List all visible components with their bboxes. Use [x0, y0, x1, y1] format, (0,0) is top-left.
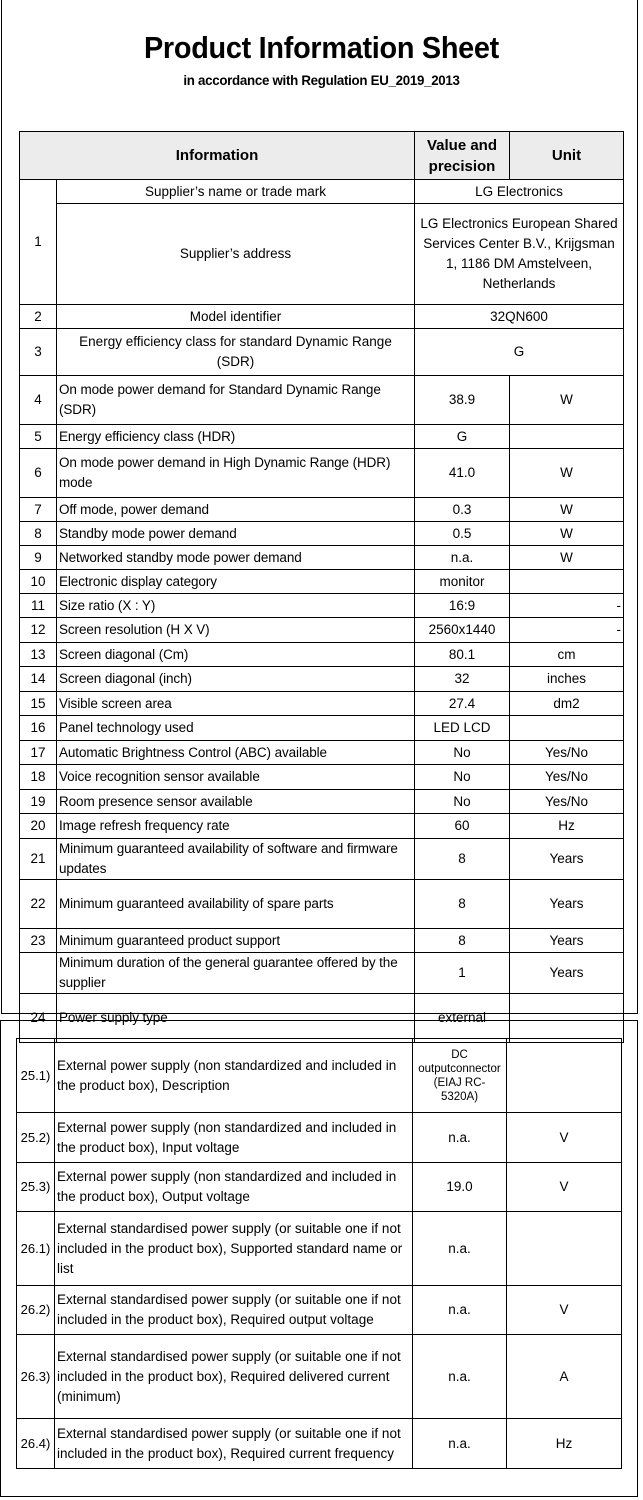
row-number: 23 — [20, 929, 57, 953]
row-label: Minimum duration of the general guarantee offered by the supplier — [57, 953, 415, 994]
row-unit: Yes/No — [510, 790, 624, 814]
table-row-supplier-name — [20, 180, 624, 204]
row-number: 26.3) — [17, 1335, 55, 1419]
row-number: 25.2) — [17, 1113, 55, 1163]
row-number: 25.1) — [17, 1039, 55, 1113]
row-value: n.a. — [413, 1113, 507, 1163]
table-row — [17, 1286, 622, 1335]
row-label: Panel technology used — [57, 716, 415, 741]
table-row — [20, 880, 624, 929]
row-label: Automatic Brightness Control (ABC) available — [57, 741, 415, 765]
row-value: 19.0 — [413, 1163, 507, 1212]
row-number: 9 — [20, 546, 57, 570]
row-number: 2 — [20, 305, 57, 329]
row-label: External standardised power supply (or suitable one if not included in the product box), Supported standard name or list — [55, 1212, 413, 1286]
row-number: 8 — [20, 522, 57, 546]
row-number: 10 — [20, 570, 57, 594]
row-value: n.a. — [415, 546, 510, 570]
table-row — [20, 716, 624, 741]
row-unit: - — [510, 618, 624, 643]
row-value: 41.0 — [415, 449, 510, 498]
row-value: No — [415, 765, 510, 790]
table-row — [17, 1113, 622, 1163]
row-number: 13 — [20, 643, 57, 667]
row-number: 4 — [20, 376, 57, 425]
row-label: Power supply type — [57, 994, 415, 1043]
table-row — [20, 692, 624, 716]
table-row — [20, 839, 624, 880]
row-number: 1 — [20, 180, 57, 305]
table-row — [20, 814, 624, 839]
table-row-energy-sdr — [20, 329, 624, 376]
table-row — [20, 790, 624, 814]
row-label: Networked standby mode power demand — [57, 546, 415, 570]
row-value: external — [415, 994, 510, 1043]
table-row — [17, 1039, 622, 1113]
row-unit — [510, 994, 624, 1043]
table-row — [20, 498, 624, 522]
row-unit: inches — [510, 667, 624, 692]
row-value: No — [415, 741, 510, 765]
row-number: 14 — [20, 667, 57, 692]
table-row — [20, 570, 624, 594]
row-value: 1 — [415, 953, 510, 994]
row-label: On mode power demand in High Dynamic Range (HDR) mode — [57, 449, 415, 498]
row-label: Minimum guaranteed availability of software and firmware updates — [57, 839, 415, 880]
row-unit: Years — [510, 880, 624, 929]
row-value: LED LCD — [415, 716, 510, 741]
row-label: Electronic display category — [57, 570, 415, 594]
row-value: 0.3 — [415, 498, 510, 522]
row-unit: W — [510, 498, 624, 522]
row-label: Size ratio (X : Y) — [57, 594, 415, 618]
row-unit — [510, 570, 624, 594]
row-label: External power supply (non standardized and included in the product box), Input voltage — [55, 1113, 413, 1163]
table-row — [20, 449, 624, 498]
table-row-model — [20, 305, 624, 329]
row-label: Energy efficiency class (HDR) — [57, 425, 415, 449]
table-header-row — [20, 132, 624, 180]
row-number: 15 — [20, 692, 57, 716]
row-unit — [510, 425, 624, 449]
row-label: Standby mode power demand — [57, 522, 415, 546]
row-unit — [507, 1212, 622, 1286]
table-row — [20, 546, 624, 570]
row-label: Screen resolution (H X V) — [57, 618, 415, 643]
row-value: n.a. — [413, 1286, 507, 1335]
row-number: 19 — [20, 790, 57, 814]
row-unit: Years — [510, 839, 624, 880]
supplier-address-label: Supplier’s address — [57, 204, 415, 305]
row-unit: W — [510, 546, 624, 570]
page-title: Product Information Sheet — [143, 30, 500, 65]
row-value: n.a. — [413, 1419, 507, 1469]
model-value: 32QN600 — [415, 305, 624, 329]
row-label: External standardised power supply (or suitable one if not included in the product box), Required current frequency — [55, 1419, 413, 1469]
row-value: DC outputconnector (EIAJ RC-5320A) — [413, 1039, 507, 1113]
table-row — [20, 425, 624, 449]
row-unit: W — [510, 376, 624, 425]
row-value: n.a. — [413, 1335, 507, 1419]
energy-sdr-label: Energy efficiency class for standard Dynamic Range (SDR) — [57, 329, 415, 376]
header-unit: Unit — [510, 132, 624, 180]
row-number: 25.3) — [17, 1163, 55, 1212]
row-number: 16 — [20, 716, 57, 741]
row-value: n.a. — [413, 1212, 507, 1286]
row-number: 21 — [20, 839, 57, 880]
row-value: 27.4 — [415, 692, 510, 716]
table-row — [20, 994, 624, 1043]
row-value: 8 — [415, 880, 510, 929]
row-unit: cm — [510, 643, 624, 667]
row-label: Image refresh frequency rate — [57, 814, 415, 839]
row-number: 20 — [20, 814, 57, 839]
row-unit: Hz — [510, 814, 624, 839]
row-value: monitor — [415, 570, 510, 594]
row-label: External standardised power supply (or suitable one if not included in the product box), Required delivered current (minimum) — [55, 1335, 413, 1419]
table-row — [20, 765, 624, 790]
row-number: 3 — [20, 329, 57, 376]
row-unit: Yes/No — [510, 765, 624, 790]
row-number: 24 — [20, 994, 57, 1043]
table-row — [17, 1212, 622, 1286]
row-value: 8 — [415, 929, 510, 953]
row-number: 18 — [20, 765, 57, 790]
row-number: 22 — [20, 880, 57, 929]
row-value: 8 — [415, 839, 510, 880]
table-row — [20, 643, 624, 667]
table-row — [20, 929, 624, 953]
table-row — [20, 667, 624, 692]
row-unit: dm2 — [510, 692, 624, 716]
row-unit: W — [510, 522, 624, 546]
table-row — [20, 376, 624, 425]
row-label: External power supply (non standardized and included in the product box), Output voltage — [55, 1163, 413, 1212]
row-value: 16:9 — [415, 594, 510, 618]
row-unit — [507, 1039, 622, 1113]
table-row — [20, 953, 624, 994]
row-value: 60 — [415, 814, 510, 839]
table-row — [20, 522, 624, 546]
header-information: Information — [20, 132, 415, 180]
row-unit: Yes/No — [510, 741, 624, 765]
row-value: G — [415, 425, 510, 449]
product-info-table — [19, 131, 624, 1043]
row-label: Screen diagonal (Cm) — [57, 643, 415, 667]
row-label: Visible screen area — [57, 692, 415, 716]
table-row — [17, 1419, 622, 1469]
row-value: 38.9 — [415, 376, 510, 425]
page-subtitle: in accordance with Regulation EU_2019_2013 — [183, 72, 460, 88]
row-label: On mode power demand for Standard Dynamic Range (SDR) — [57, 376, 415, 425]
header-value: Value and precision — [415, 132, 510, 180]
row-number: 11 — [20, 594, 57, 618]
row-value: 2560x1440 — [415, 618, 510, 643]
model-label: Model identifier — [57, 305, 415, 329]
row-label: External standardised power supply (or suitable one if not included in the product box), Required output voltage — [55, 1286, 413, 1335]
supplier-address-value: LG Electronics European Shared Services Center B.V., Krijgsman 1, 1186 DM Amstelveen, Netherlands — [415, 204, 624, 305]
supplier-name-value: LG Electronics — [415, 180, 624, 204]
row-label: Screen diagonal (inch) — [57, 667, 415, 692]
row-label: Minimum guaranteed product support — [57, 929, 415, 953]
row-label: Minimum guaranteed availability of spare parts — [57, 880, 415, 929]
row-unit: A — [507, 1335, 622, 1419]
energy-sdr-value: G — [415, 329, 624, 376]
table-row — [17, 1335, 622, 1419]
supplier-name-label: Supplier’s name or trade mark — [57, 180, 415, 204]
row-unit: Hz — [507, 1419, 622, 1469]
row-unit: Years — [510, 953, 624, 994]
row-label: External power supply (non standardized and included in the product box), Description — [55, 1039, 413, 1113]
table-row — [20, 594, 624, 618]
row-number — [20, 953, 57, 994]
row-number: 26.1) — [17, 1212, 55, 1286]
row-label: Off mode, power demand — [57, 498, 415, 522]
table-row-supplier-address — [20, 204, 624, 305]
external-power-supply-table — [16, 1038, 622, 1469]
row-number: 7 — [20, 498, 57, 522]
row-number: 5 — [20, 425, 57, 449]
row-value: 80.1 — [415, 643, 510, 667]
row-label: Voice recognition sensor available — [57, 765, 415, 790]
row-unit — [510, 716, 624, 741]
row-number: 26.4) — [17, 1419, 55, 1469]
row-unit: Years — [510, 929, 624, 953]
row-value: 0.5 — [415, 522, 510, 546]
table-row — [20, 618, 624, 643]
row-unit: - — [510, 594, 624, 618]
row-label: Room presence sensor available — [57, 790, 415, 814]
row-value: No — [415, 790, 510, 814]
row-number: 26.2) — [17, 1286, 55, 1335]
row-unit: V — [507, 1163, 622, 1212]
table-row — [17, 1163, 622, 1212]
row-number: 17 — [20, 741, 57, 765]
table-row — [20, 741, 624, 765]
row-number: 12 — [20, 618, 57, 643]
row-unit: V — [507, 1113, 622, 1163]
row-number: 6 — [20, 449, 57, 498]
row-value: 32 — [415, 667, 510, 692]
row-unit: V — [507, 1286, 622, 1335]
row-unit: W — [510, 449, 624, 498]
